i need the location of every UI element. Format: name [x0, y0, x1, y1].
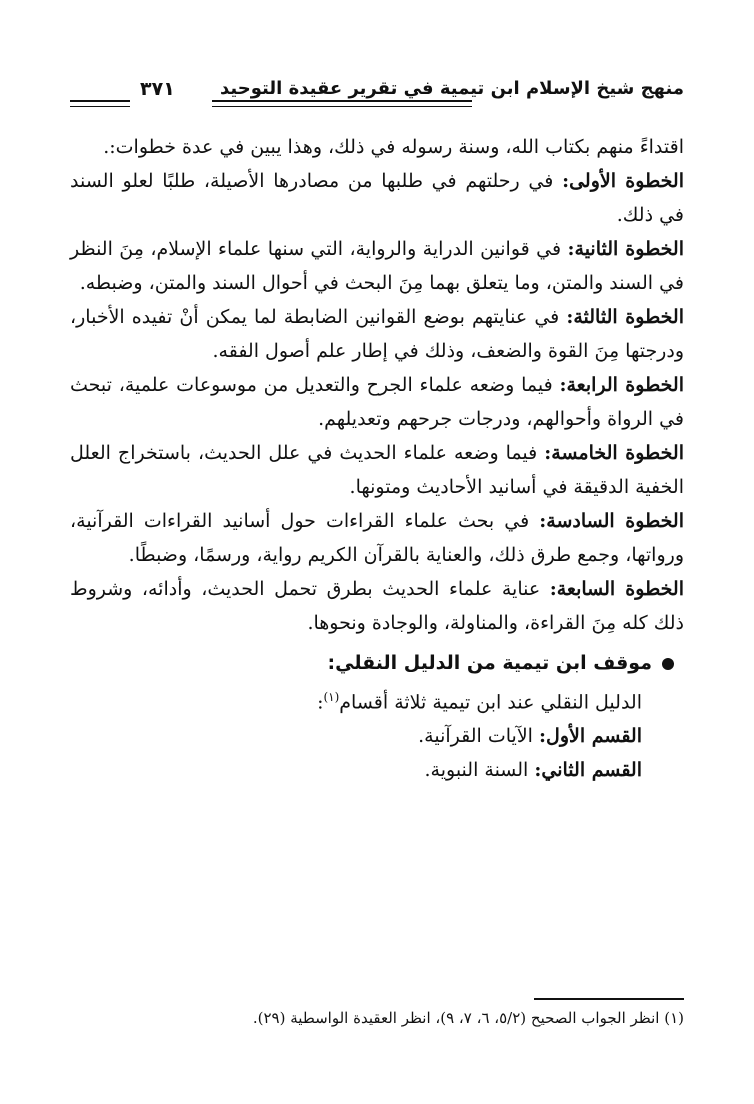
step-paragraph [70, 164, 684, 232]
step-paragraph [70, 300, 684, 368]
footnote: (١) انظر الجواب الصحيح (٥/٢، ٦، ٧، ٩)، انظر العقيدة الواسطية (٢٩). [252, 1009, 684, 1027]
step-text: في بحث علماء القراءات حول أسانيد القراءات القرآنية، ورواتها، وجمع طرق ذلك، والعناية بالقرآن الكريم رواية، ورسمًا، وضبطًا. [70, 510, 684, 566]
section-heading [70, 646, 684, 680]
page-number: ٣٧١ [140, 78, 175, 100]
step-paragraph [70, 572, 684, 640]
step-label: الخطوة الثانية: [567, 238, 684, 260]
step-label: الخطوة الثالثة: [566, 306, 684, 328]
bullet-icon [662, 658, 674, 670]
step-text: عناية علماء الحديث بطرق تحمل الحديث، وأدائه، وشروط ذلك كله مِنَ القراءة، والمناولة، والوجادة ونحوها. [70, 578, 684, 634]
main-text [70, 130, 684, 787]
running-header [70, 72, 684, 112]
intro-paragraph: اقتداءً منهم بكتاب الله، وسنة رسوله في ذلك، وهذا يبين في عدة خطوات:. [103, 136, 684, 158]
step-label: الخطوة الأولى: [562, 170, 684, 192]
step-paragraph [70, 504, 684, 572]
part-label: القسم الثاني: [534, 759, 642, 782]
book-title: منهج شيخ الإسلام ابن تيمية في تقرير عقيدة التوحيد [220, 78, 684, 99]
part-text: السنة النبوية. [424, 759, 535, 782]
step-text: فيما وضعه علماء الحديث في علل الحديث، باستخراج العلل الخفية الدقيقة في أسانيد الأحاديث ومتونها. [70, 442, 684, 498]
step-label: الخطوة السابعة: [549, 578, 684, 600]
step-label: الخطوة الرابعة: [559, 374, 684, 396]
step-paragraph [70, 232, 684, 300]
step-label: الخطوة السادسة: [539, 510, 684, 532]
step-label: الخطوة الخامسة: [544, 442, 684, 464]
header-rule [212, 100, 472, 107]
step-text: في رحلتهم في طلبها من مصادرها الأصيلة، طلبًا لعلو السند في ذلك. [70, 170, 684, 226]
footnote-rule [534, 998, 684, 1000]
section-intro-text: الدليل النقلي عند ابن تيمية ثلاثة أقسام [339, 691, 642, 714]
part-paragraph [70, 753, 684, 787]
step-text: فيما وضعه علماء الجرح والتعديل من موسوعات علمية، تبحث في الرواة وأحوالهم، ودرجات جرحهم وتعديلهم. [70, 374, 684, 430]
part-label: القسم الأول: [539, 725, 642, 748]
step-paragraph [70, 368, 684, 436]
section-intro-end: : [317, 691, 324, 714]
step-text: في قوانين الدراية والرواية، التي سنها علماء الإسلام، مِنَ النظر في السند والمتن، وما يتعلق بهما مِنَ البحث في أحوال السند والمتن، وضبطه. [70, 238, 684, 294]
step-text: في عنايتهم بوضع القوانين الضابطة لما يمكن أنْ تفيده الأخبار، ودرجتها مِنَ القوة والضعف، وذلك في إطار علم أصول الفقه. [70, 306, 684, 362]
part-text: الآيات القرآنية. [418, 725, 539, 748]
section-heading-text: موقف ابن تيمية من الدليل النقلي: [327, 652, 652, 674]
footnote-reference[interactable]: (١) [323, 690, 340, 704]
section-intro [70, 680, 684, 719]
part-paragraph [70, 719, 684, 753]
page-number-rule [70, 100, 130, 107]
step-paragraph [70, 436, 684, 504]
